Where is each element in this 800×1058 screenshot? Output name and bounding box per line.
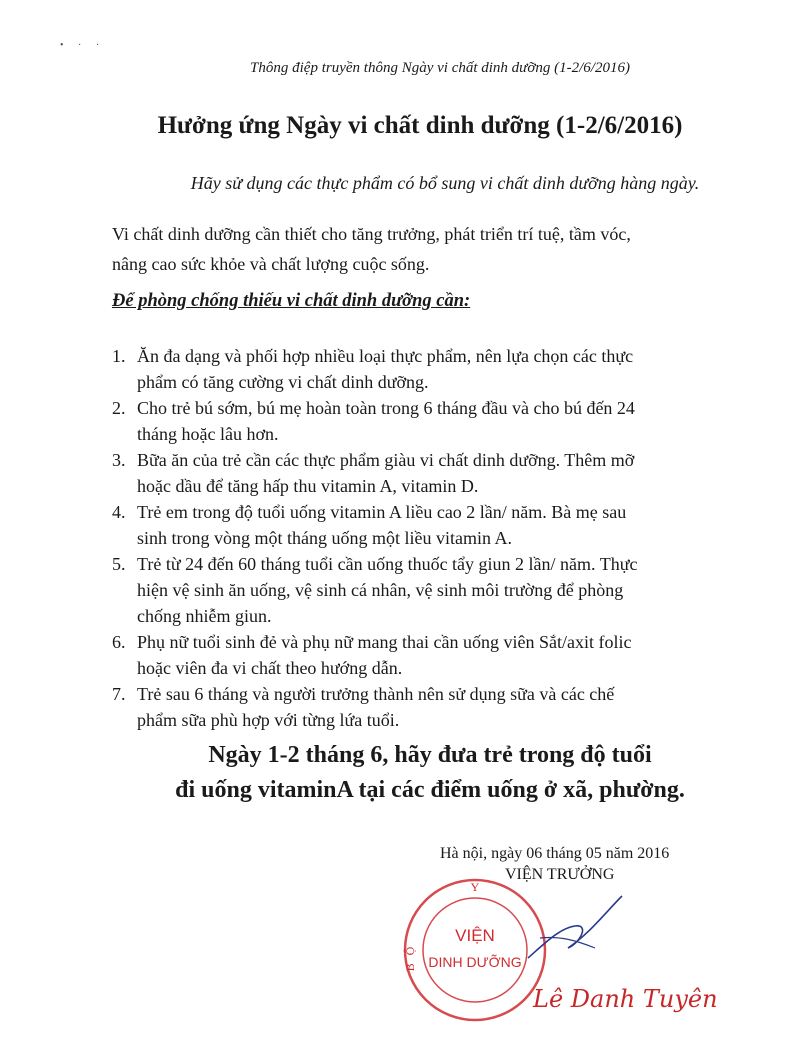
date-line: Hà nội, ngày 06 tháng 05 năm 2016 [440, 845, 670, 862]
list-item-text [137, 395, 752, 447]
intro-line: nâng cao sức khỏe và chất lượng cuộc sống. [112, 254, 430, 274]
list-item-line: chống nhiễm giun. [137, 606, 272, 626]
list-item-text [137, 629, 752, 681]
list-item-number: 2. [112, 398, 126, 418]
intro-paragraph [112, 219, 752, 279]
recommendation-list [112, 343, 752, 733]
list-heading: Để phòng chống thiếu vi chất dinh dưỡng cần: [112, 291, 471, 311]
list-item-line: Ăn đa dạng và phối hợp nhiều loại thực phẩm, nên lựa chọn các thực [137, 346, 634, 366]
list-item-line: Trẻ sau 6 tháng và người trưởng thành nên sử dụng sữa và các chế [137, 684, 615, 704]
pen-stroke [528, 896, 622, 958]
pen-signature-mark [520, 888, 630, 978]
list-item-number: 7. [112, 684, 126, 704]
list-item-line: Trẻ từ 24 đến 60 tháng tuổi cần uống thuốc tẩy giun 2 lần/ năm. Thực [137, 554, 638, 574]
subtitle: Hãy sử dụng các thực phẩm có bổ sung vi chất dinh dưỡng hàng ngày. [190, 173, 700, 193]
list-item [112, 343, 752, 395]
intro-line: Vi chất dinh dưỡng cần thiết cho tăng trưởng, phát triển trí tuệ, tầm vóc, [112, 224, 631, 244]
list-item-text [137, 447, 752, 499]
scan-specks-decoration: • · · [60, 40, 106, 51]
list-item-line: hiện vệ sinh ăn uống, vệ sinh cá nhân, vệ sinh môi trường để phòng [137, 580, 624, 600]
list-item [112, 629, 752, 681]
stamp-inner-ring [423, 898, 527, 1002]
list-item [112, 447, 752, 499]
list-item-text [137, 499, 752, 551]
list-item [112, 395, 752, 447]
document-title: Hưởng ứng Ngày vi chất dinh dưỡng (1-2/6/2016) [157, 112, 683, 139]
list-item-number: 4. [112, 502, 126, 522]
list-item-line: phẩm có tăng cường vi chất dinh dưỡng. [137, 372, 429, 392]
list-item [112, 681, 752, 733]
list-item-number: 6. [112, 632, 126, 652]
list-item-number: 1. [112, 346, 126, 366]
list-item-line: Cho trẻ bú sớm, bú mẹ hoàn toàn trong 6 tháng đầu và cho bú đến 24 [137, 398, 635, 418]
list-item [112, 499, 752, 551]
list-item-line: Trẻ em trong độ tuổi uống vitamin A liều cao 2 lần/ năm. Bà mẹ sau [137, 502, 627, 522]
list-item-line: Bữa ăn của trẻ cần các thực phẩm giàu vi chất dinh dưỡng. Thêm mỡ [137, 450, 635, 470]
signature-name: Lê Danh Tuyên [533, 985, 718, 1013]
pen-stroke [540, 937, 595, 948]
header-note: Thông điệp truyền thông Ngày vi chất dinh dưỡng (1-2/6/2016) [250, 60, 630, 76]
list-item-number: 3. [112, 450, 126, 470]
stamp-ring-top: Y [470, 880, 480, 894]
list-item-text [137, 343, 752, 395]
list-item-text [137, 681, 752, 733]
stamp-ring-left: BỘ [403, 938, 417, 972]
list-item-line: tháng hoặc lâu hơn. [137, 424, 279, 444]
list-item-line: Phụ nữ tuổi sinh đẻ và phụ nữ mang thai cần uống viên Sắt/axit folic [137, 632, 632, 652]
callout-message [0, 738, 800, 808]
callout-line: Ngày 1-2 tháng 6, hãy đưa trẻ trong độ tuổi [208, 742, 652, 768]
list-item-line: hoặc viên đa vi chất theo hướng dẫn. [137, 658, 403, 678]
list-item-text [137, 551, 752, 629]
list-item-line: phẩm sữa phù hợp với từng lứa tuổi. [137, 710, 400, 730]
list-item-number: 5. [112, 554, 126, 574]
stamp-line-2: DINH DƯỠNG [428, 954, 522, 970]
signer-title: VIỆN TRƯỞNG [505, 866, 615, 883]
callout-line: đi uống vitaminA tại các điểm uống ở xã, phường. [175, 777, 685, 803]
list-item-line: sinh trong vòng một tháng uống một liều vitamin A. [137, 528, 512, 548]
list-item-line: hoặc dầu để tăng hấp thu vitamin A, vitamin D. [137, 476, 479, 496]
stamp-line-1: VIỆN [455, 926, 495, 945]
list-item [112, 551, 752, 629]
